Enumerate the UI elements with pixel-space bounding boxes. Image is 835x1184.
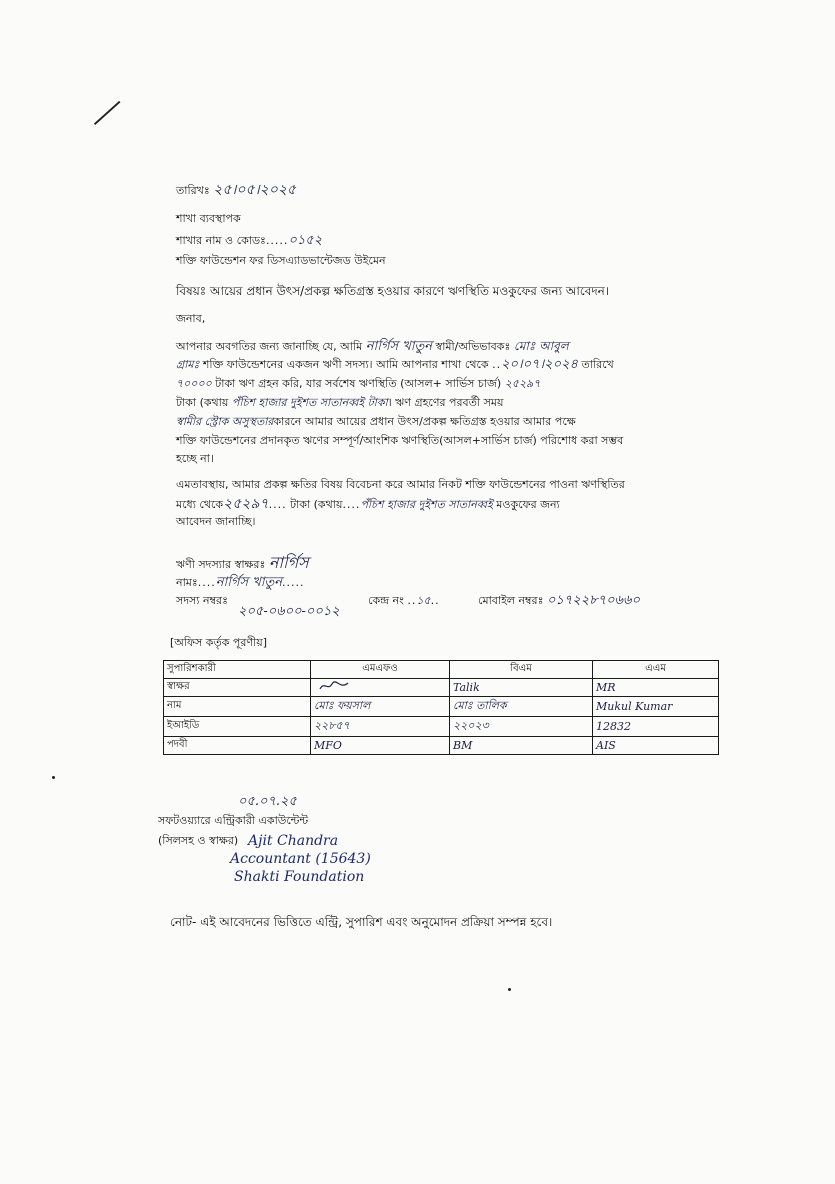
signature-scribble xyxy=(314,679,354,693)
table-cell: ২২০২৩ xyxy=(450,717,593,737)
center-label: কেন্দ্র নং xyxy=(368,594,404,607)
reason: স্বামীর স্ট্রোক অসুস্থতার xyxy=(176,415,274,428)
subject-line: বিষয়ঃ আয়ের প্রধান উৎস/প্রকল্প ক্ষতিগ্রস্ত হওয়ার কারণে ঋণস্থিতি মওকুফের জন্য আবেদন। xyxy=(176,284,610,298)
text-date-suffix: তারিখে xyxy=(581,358,614,371)
waiver-amount: ২৫২৯৭ xyxy=(223,496,269,512)
body-line-1 xyxy=(176,339,569,354)
name-label: নামঃ xyxy=(176,576,198,589)
addressee: শাখা ব্যবস্থাপক xyxy=(176,212,241,225)
body-line-5 xyxy=(176,415,576,429)
text-p1d: টাকা ঋণ গ্রহন করি, যার সর্বশেষ ঋণস্থিতি (আসল+ সার্ভিস চার্জ) xyxy=(215,377,502,390)
table-cell: মোঃ তালিক xyxy=(450,697,593,717)
table-row xyxy=(164,679,719,697)
table-cell: MR xyxy=(593,679,719,697)
table-cell: AIS xyxy=(593,737,719,755)
village-label: গ্রামঃ xyxy=(176,358,200,371)
body-line-6: শক্তি ফাউন্ডেশনের প্রদানকৃত ঋণের সম্পূর্ণ/আংশিক ঋণস্থিতি(আসল+সার্ভিস চার্জ) পরিশোধ করা সম্ভব xyxy=(176,434,624,447)
body-line-8: এমতাবস্থায়, আমার প্রকল্প ক্ষতির বিষয় বিবেচনা করে আমার নিকট শক্তি ফাউন্ডেশনের পাওনা ঋণস্থিতির xyxy=(176,478,625,491)
salutation: জনাব, xyxy=(176,312,206,325)
text-p2c: টাকা (কথায় xyxy=(290,498,343,511)
mobile-number: ০১৭২২৮৭০৬৬০ xyxy=(546,593,640,608)
seal-label: (সিলসহ ও স্বাক্ষর) xyxy=(158,834,239,847)
scan-dot xyxy=(52,776,55,779)
applicant-name: নার্গিস খাতুন xyxy=(365,339,433,354)
body-line-7: হচ্ছে না। xyxy=(176,452,214,465)
body-line-10: আবেদন জানাচ্ছি। xyxy=(176,515,256,528)
scan-mark xyxy=(94,101,120,125)
stamp-name: Ajit Chandra xyxy=(248,833,339,849)
column-header: সুপারিশকারী xyxy=(164,661,311,679)
table-cell xyxy=(311,679,450,697)
branch-code: ০১৫২ xyxy=(288,233,323,248)
date-value: ২৫।০৫।২০২৫ xyxy=(213,182,297,198)
table-cell: BM xyxy=(450,737,593,755)
mobile-line xyxy=(478,594,640,608)
table-cell: মোঃ ফয়সাল xyxy=(311,697,450,717)
text-p1taka: টাকা (কথায় xyxy=(176,396,229,409)
center-line: কেন্দ্র নং ..১৫.. xyxy=(368,594,440,607)
table-row xyxy=(164,697,719,717)
number-label: সদস্য নম্বরঃ xyxy=(176,594,228,607)
accountant-initial-date: ০৫.০৭.২৫ xyxy=(238,794,297,809)
row-label: স্বাক্ষর xyxy=(164,679,311,697)
table-cell: 12832 xyxy=(593,717,719,737)
body-line-4 xyxy=(176,396,503,410)
loan-amount: ৭০০০০ xyxy=(176,377,212,390)
text-p1b: স্বামী/অভিভাবকঃ xyxy=(435,340,511,353)
text-p1c: শক্তি ফাউন্ডেশনের একজন ঋণী সদস্য। আমি আপনার শাখা থেকে xyxy=(202,358,489,371)
row-label: পদবী xyxy=(164,737,311,755)
office-heading: [অফিস কর্তৃক পূরণীয়] xyxy=(170,636,267,649)
note-line: নোট- এই আবেদনের ভিত্তিতে এন্ট্রি, সুপারিশ এবং অনুমোদন প্রক্রিয়া সম্পন্ন হবে। xyxy=(170,915,553,929)
member-number-line xyxy=(176,594,228,608)
table-cell: ২২৮৫৭ xyxy=(311,717,450,737)
table-row xyxy=(164,717,719,737)
signature-label: ঋণী সদস্যার স্বাক্ষরঃ xyxy=(176,558,266,571)
date-label: তারিখঃ xyxy=(176,184,210,197)
member-signature-line xyxy=(176,553,309,572)
table-header-row xyxy=(164,661,719,679)
text-p1e: । ঋণ গ্রহণের পরবর্তী সময় xyxy=(387,396,504,409)
recommendation-table xyxy=(163,660,719,755)
stamp-role: Accountant (15643) xyxy=(230,851,371,867)
row-label: ইআইডি xyxy=(164,717,311,737)
body-line-2: গ্রামঃ শক্তি ফাউন্ডেশনের একজন ঋণী সদস্য। আমি আপনার শাখা থেকে ..২০।০৭।২০২৪ তারিখে xyxy=(176,357,614,372)
member-number: ২০৫-০৬০০-০০১২ xyxy=(238,604,340,619)
member-name: নার্গিস খাতুন xyxy=(215,575,283,590)
accountant-title: সফটওয়্যারে এন্ট্রিকারী একাউন্টেন্ট xyxy=(158,814,309,827)
branch-label: শাখার নাম ও কোডঃ xyxy=(176,234,266,247)
balance-in-words: পঁচিশ হাজার দুইশত সাতানব্বই টাকা xyxy=(231,396,388,409)
loan-date: ২০।০৭।২০২৪ xyxy=(501,357,578,372)
table-cell: MFO xyxy=(311,737,450,755)
waiver-in-words: পঁচিশ হাজার দুইশত সাতানব্বই xyxy=(360,498,493,511)
row-label: নাম xyxy=(164,697,311,717)
body-line-3 xyxy=(176,377,540,391)
date-line xyxy=(176,183,296,198)
org-name: শক্তি ফাউন্ডেশন ফর ডিসএ্যাডভান্টেজড উইমেন xyxy=(176,254,386,267)
stamp-org: Shakti Foundation xyxy=(234,869,365,885)
loan-balance: ২৫২৯৭ xyxy=(504,377,541,390)
member-signature: নার্গিস xyxy=(268,553,309,572)
mobile-label: মোবাইল নম্বরঃ xyxy=(478,594,544,607)
guardian-name: মোঃ আবুল xyxy=(513,339,569,353)
center-number: ১৫ xyxy=(416,594,431,607)
text-p1a: আপনার অবগতির জন্য জানাচ্ছি যে, আমি xyxy=(176,340,363,353)
column-header: এমএফও xyxy=(311,661,450,679)
body-line-9: মধ্যে থেকে২৫২৯৭.... টাকা (কথায়....পঁচিশ হাজার দুইশত সাতানব্বই মওকুফের জন্য xyxy=(176,496,560,512)
table-row xyxy=(164,737,719,755)
column-header: বিএম xyxy=(450,661,593,679)
branch-line: শাখার নাম ও কোডঃ.....০১৫২ xyxy=(176,233,323,248)
column-header: এএম xyxy=(593,661,719,679)
text-p2d: মওকুফের জন্য xyxy=(496,498,560,511)
member-name-line: নামঃ....নার্গিস খাতুন..... xyxy=(176,575,305,590)
table-cell: Mukul Kumar xyxy=(593,697,719,717)
text-p1f: কারনে আমার আয়ের প্রধান উৎস/প্রকল্প ক্ষতিগ্রস্ত হওয়ার আমার পক্ষে xyxy=(273,415,576,428)
scan-dot xyxy=(508,988,511,991)
text-p2b: মধ্যে থেকে xyxy=(176,498,224,511)
table-cell: Talik xyxy=(450,679,593,697)
